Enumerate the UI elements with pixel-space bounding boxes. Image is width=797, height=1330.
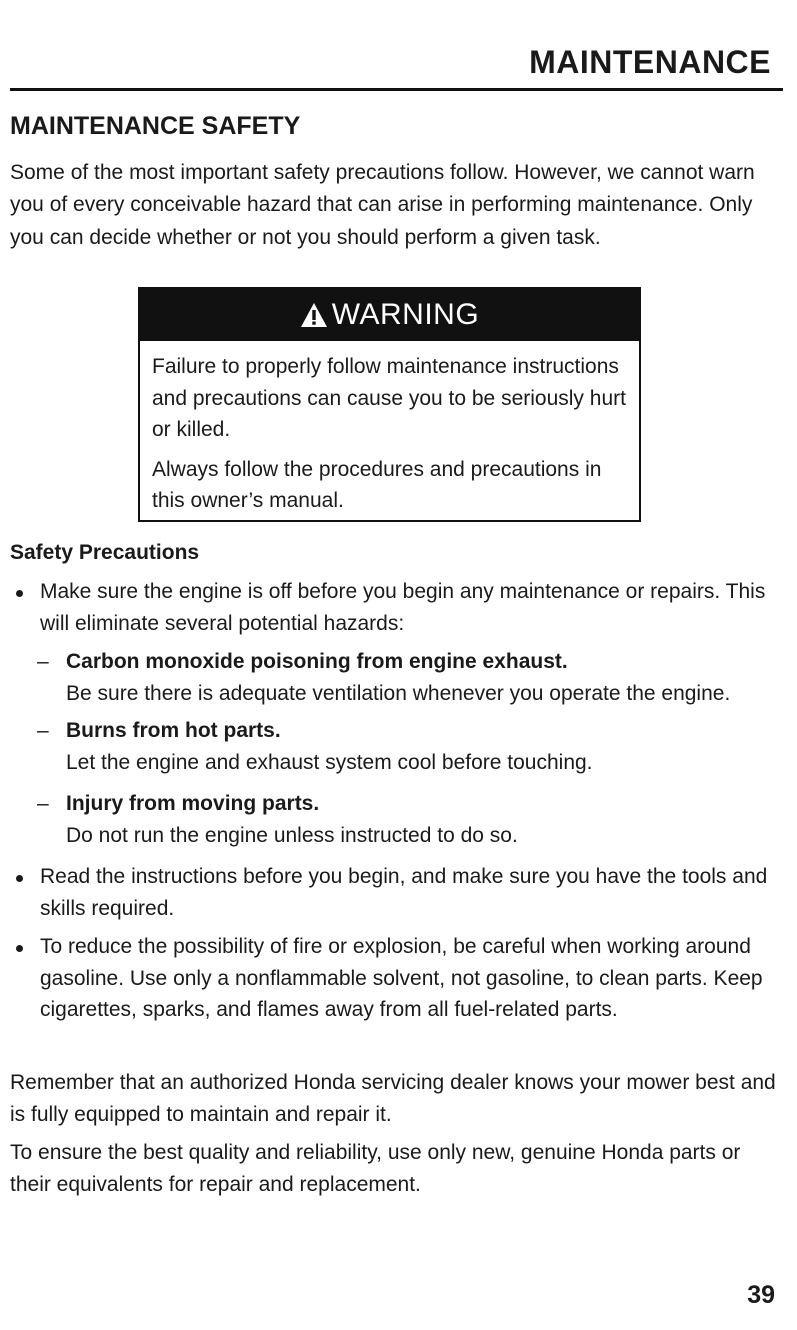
closing-paragraph: Remember that an authorized Honda servicing dealer knows your mower best and is fully equipped to maintain and repair it. (10, 1071, 776, 1126)
list-item-text: Read the instructions before you begin, and make sure you have the tools and skills required. (40, 865, 768, 920)
list-item-text: To reduce the possibility of fire or explosion, be careful when working around gasoline. Use only a nonflammable solvent, not gasoline, to clean parts. Keep cigarettes, sparks, and flames away from all fuel-related parts. (40, 935, 763, 1021)
bullet-icon (16, 590, 23, 597)
bullet-icon (16, 875, 23, 882)
hazard-text: Be sure there is adequate ventilation whenever you operate the engine. (66, 681, 731, 705)
hazard-item (10, 646, 780, 709)
warning-heading (140, 289, 639, 341)
hazard-item (10, 715, 780, 778)
list-item-text: Make sure the engine is off before you begin any maintenance or repairs. This will eliminate several potential hazards: (40, 580, 766, 635)
hazard-title: Burns from hot parts. (66, 719, 281, 742)
warning-triangle-icon (300, 302, 328, 328)
list-item (10, 931, 780, 1026)
section-header: MAINTENANCE (529, 44, 771, 80)
hazard-title: Carbon monoxide poisoning from engine exhaust. (66, 650, 568, 673)
hazard-title: Injury from moving parts. (66, 792, 320, 815)
page-number: 39 (747, 1281, 775, 1309)
dash-icon: – (37, 719, 49, 742)
list-item (10, 861, 780, 924)
dash-icon: – (37, 792, 49, 815)
warning-box (138, 287, 641, 522)
hazard-text: Let the engine and exhaust system cool before touching. (66, 750, 593, 774)
section-title: MAINTENANCE SAFETY (10, 112, 301, 140)
intro-paragraph: Some of the most important safety precautions follow. However, we cannot warn you of every conceivable hazard that can arise in performing maintenance. Only you can decide whether or not you should perform a given task. (10, 161, 755, 249)
list-item (10, 576, 780, 639)
dash-icon: – (37, 650, 49, 673)
hazard-text: Do not run the engine unless instructed to do so. (66, 823, 518, 847)
hazard-item (10, 788, 780, 851)
precautions-list (10, 576, 780, 1026)
warning-text: Failure to properly follow maintenance instructions and precautions can cause you to be seriously hurt or killed. (152, 355, 626, 441)
precautions-heading: Safety Precautions (10, 541, 200, 564)
header-rule (10, 88, 783, 91)
bullet-icon (16, 945, 23, 952)
closing-paragraph: To ensure the best quality and reliability, use only new, genuine Honda parts or their equivalents for repair and replacement. (10, 1141, 741, 1196)
warning-text: Always follow the procedures and precautions in this owner’s manual. (152, 457, 602, 512)
warning-label: WARNING (331, 298, 480, 331)
